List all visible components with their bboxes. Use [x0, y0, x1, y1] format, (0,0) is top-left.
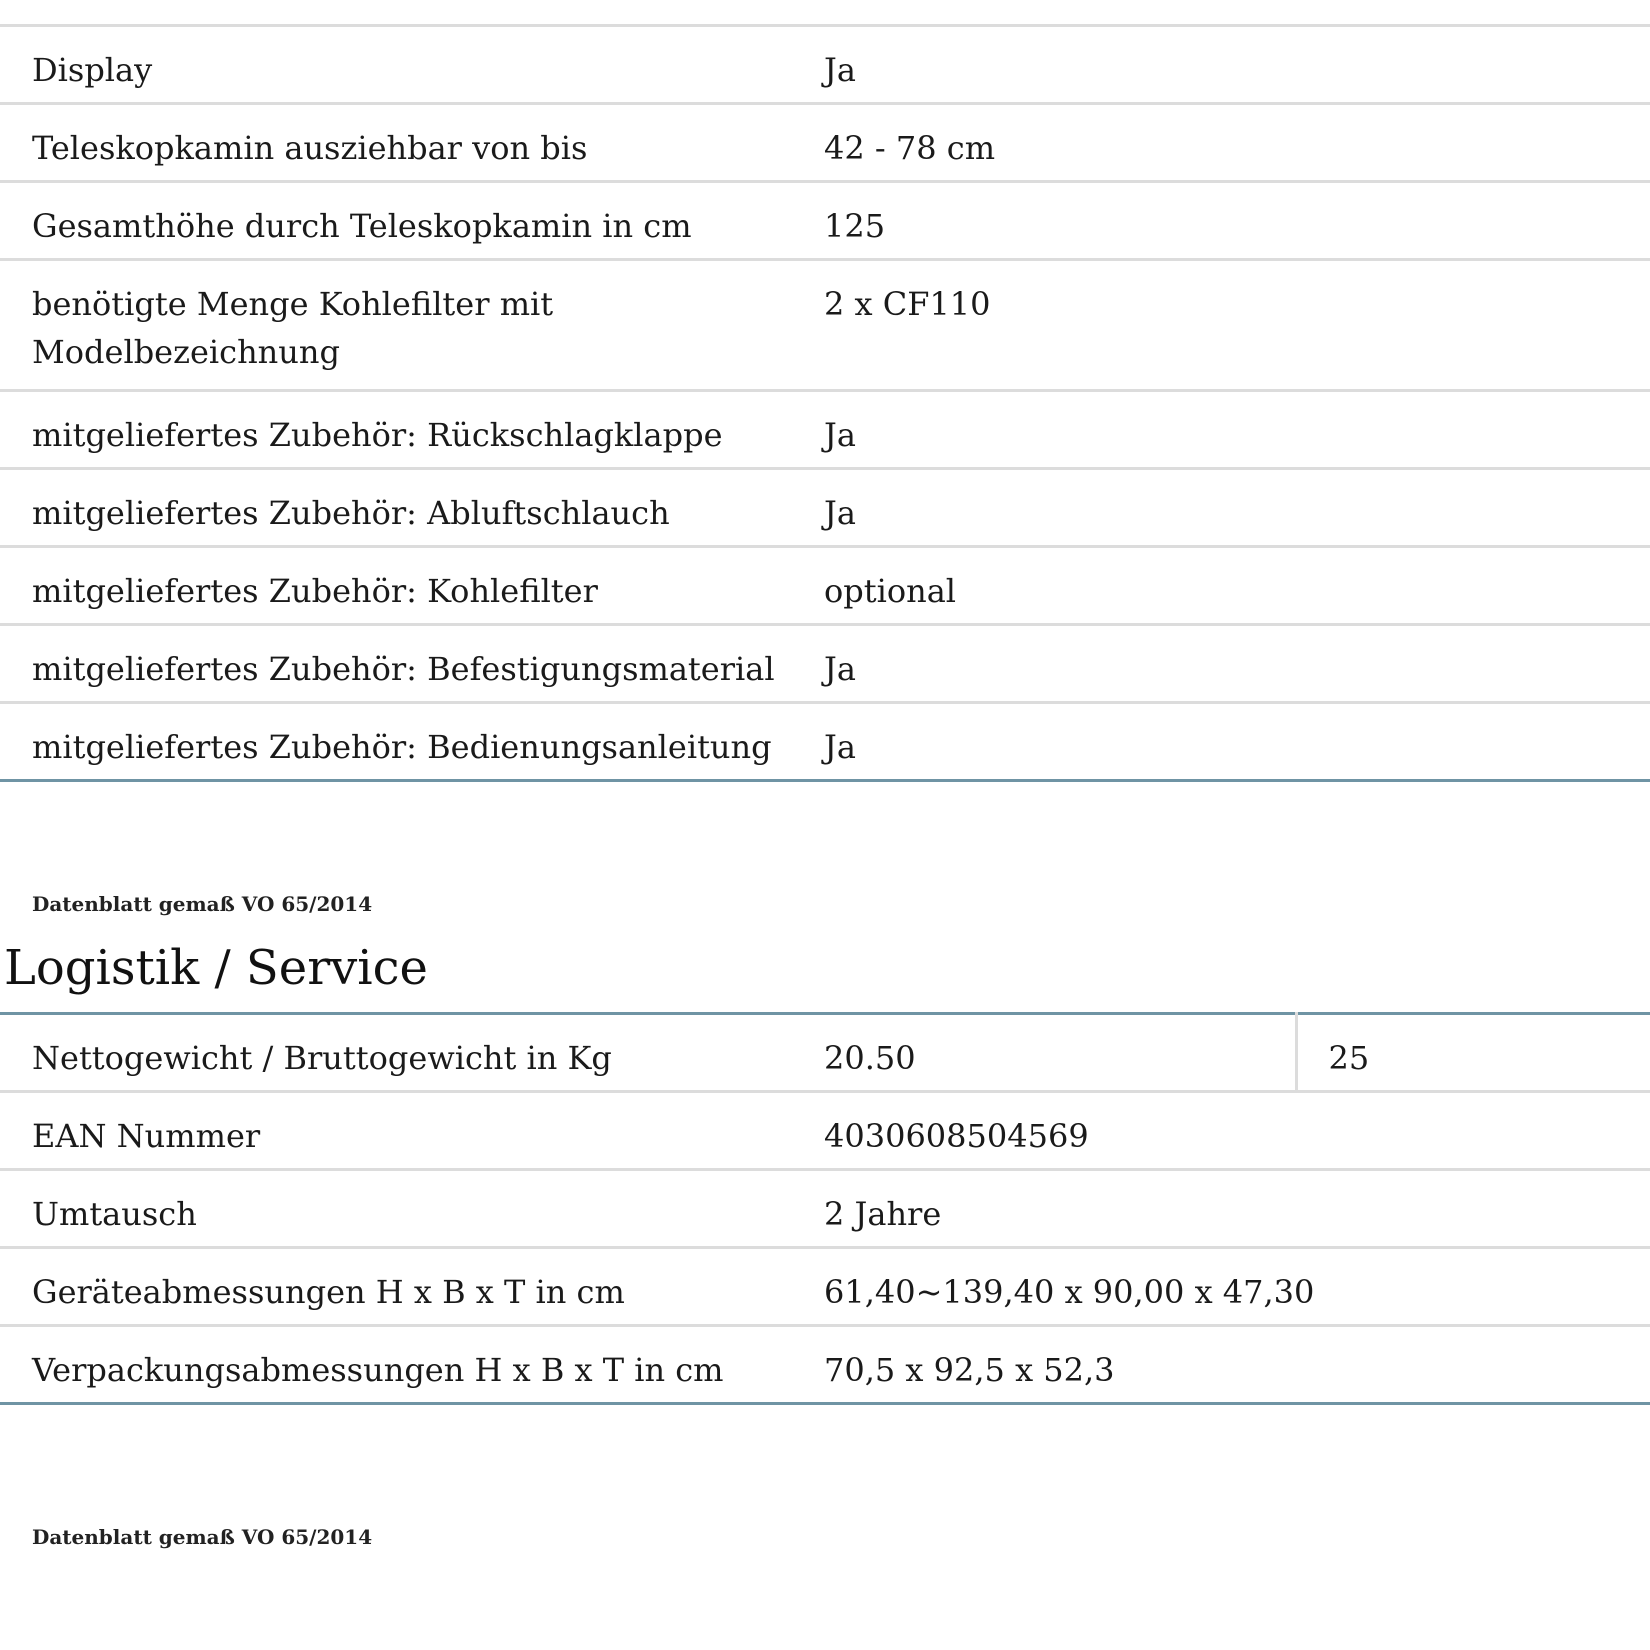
table-row	[0, 1092, 1650, 1170]
spec-value-gross: 25	[1296, 1014, 1650, 1092]
table-row	[0, 26, 1650, 104]
table-row	[0, 104, 1650, 182]
spec-value: 125	[790, 182, 1650, 260]
spec-label: Nettogewicht / Bruttogewicht in Kg	[0, 1014, 790, 1092]
spec-label: mitgeliefertes Zubehör: Kohlefilter	[0, 547, 790, 625]
spec-value: 4030608504569	[790, 1092, 1650, 1170]
spec-table-accessories	[0, 24, 1650, 782]
spec-value: 2 Jahre	[790, 1170, 1650, 1248]
table-row	[0, 1170, 1650, 1248]
table-row	[0, 1248, 1650, 1326]
spec-value: Ja	[790, 703, 1650, 781]
table-row	[0, 1014, 1650, 1092]
spec-value: Ja	[790, 391, 1650, 469]
spec-value: Ja	[790, 26, 1650, 104]
spec-value: optional	[790, 547, 1650, 625]
section-title-logistik: Logistik / Service	[4, 940, 428, 996]
table-row	[0, 1326, 1650, 1404]
spec-label: Gesamthöhe durch Teleskopkamin in cm	[0, 182, 790, 260]
spec-label: mitgeliefertes Zubehör: Befestigungsmaterial	[0, 625, 790, 703]
spec-value: Ja	[790, 469, 1650, 547]
spec-value: 42 - 78 cm	[790, 104, 1650, 182]
spec-label-line: benötigte Menge Kohlefilter mit	[32, 285, 554, 323]
spec-value-net: 20.50	[790, 1014, 1296, 1092]
table-row	[0, 547, 1650, 625]
table-row	[0, 391, 1650, 469]
spec-label: Geräteabmessungen H x B x T in cm	[0, 1248, 790, 1326]
spec-label: Umtausch	[0, 1170, 790, 1248]
spec-value: 2 x CF110	[790, 260, 1650, 391]
spec-label-line: Modelbezeichnung	[32, 333, 340, 371]
spec-label: EAN Nummer	[0, 1092, 790, 1170]
table-row	[0, 469, 1650, 547]
spec-table-logistik	[0, 1012, 1650, 1405]
spec-label	[0, 260, 790, 391]
table-row	[0, 182, 1650, 260]
datasheet-footnote: Datenblatt gemaß VO 65/2014	[32, 892, 373, 916]
spec-label: Display	[0, 26, 790, 104]
spec-label: Teleskopkamin ausziehbar von bis	[0, 104, 790, 182]
spec-label: mitgeliefertes Zubehör: Bedienungsanleitung	[0, 703, 790, 781]
table-row	[0, 625, 1650, 703]
spec-value: Ja	[790, 625, 1650, 703]
spec-label: Verpackungsabmessungen H x B x T in cm	[0, 1326, 790, 1404]
table-row	[0, 260, 1650, 391]
spec-value: 70,5 x 92,5 x 52,3	[790, 1326, 1650, 1404]
table-row	[0, 703, 1650, 781]
spec-label: mitgeliefertes Zubehör: Rückschlagklappe	[0, 391, 790, 469]
spec-value: 61,40~139,40 x 90,00 x 47,30	[790, 1248, 1650, 1326]
datasheet-footnote: Datenblatt gemaß VO 65/2014	[32, 1525, 373, 1549]
spec-label: mitgeliefertes Zubehör: Abluftschlauch	[0, 469, 790, 547]
